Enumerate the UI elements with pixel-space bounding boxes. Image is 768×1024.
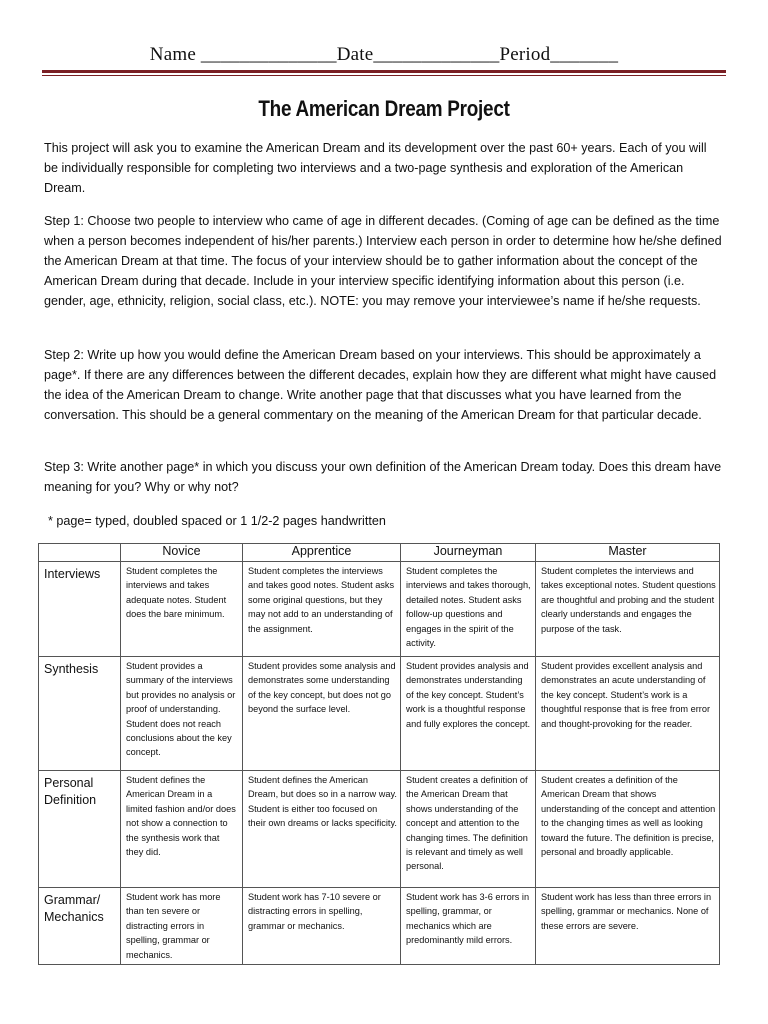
step2-paragraph: Step 2: Write up how you would define the American Dream based on your interviews. This should be approximately a page*. If there are any differences between the different decades, explain how they are different what might have caused the idea of the American Dream to change. Write another page that that discusses what you have learned from the conversation. This should be a general commentary on the meaning of the American Dream for that particular decade. bbox=[44, 348, 717, 422]
cell-synthesis-apprentice: Student provides some analysis and demonstrates some understanding of the key concept, but does not go beyond the surface level. bbox=[243, 657, 401, 771]
cell-grammar-journeyman: Student work has 3-6 errors in spelling, grammar, or mechanics which are predominantly mild errors. bbox=[401, 888, 536, 965]
cell-interviews-apprentice: Student completes the interviews and takes good notes. Student asks some original questions, but they may not add to an understanding of the assignment. bbox=[243, 562, 401, 657]
cell-grammar-novice: Student work has more than ten severe or distracting errors in spelling, grammar or mechanics. bbox=[121, 888, 243, 965]
cell-definition-master: Student creates a definition of the American Dream that shows understanding of the concept and attention to the changing times as well as looking toward the future. The definition is precise, personal and broadly applicable. bbox=[536, 771, 720, 888]
step1-paragraph: Step 1: Choose two people to interview who came of age in different decades. (Coming of age can be defined as the time when a person becomes independent of his/her parents.) Interview each person in order to determine how he/she defined the American Dream at that time. The focus of your interview should be to gather information about the concept of the American Dream during that decade. Include in your interview specific identifying information about this person (i.e. gender, age, ethnicity, religion, social class, etc.). NOTE: you may remove your interviewee’s name if he/she requests. bbox=[44, 214, 722, 308]
rubric-corner-header bbox=[39, 544, 121, 562]
cell-definition-journeyman: Student creates a definition of the American Dream that shows understanding of the concept and attention to the changing times. The definition is relevant and timely as well personal. bbox=[401, 771, 536, 888]
table-row bbox=[39, 657, 720, 771]
row-label-interviews: Interviews bbox=[39, 562, 121, 657]
rubric-table bbox=[38, 543, 720, 965]
cell-synthesis-novice: Student provides a summary of the interviews but provides no analysis or proof of understanding. Student does not reach conclusions about the key concept. bbox=[121, 657, 243, 771]
column-header-journeyman: Journeyman bbox=[401, 544, 536, 562]
table-row bbox=[39, 771, 720, 888]
page-title: The American Dream Project bbox=[258, 96, 510, 121]
intro-paragraph: This project will ask you to examine the American Dream and its development over the past 60+ years. Each of you will be individually responsible for completing two interviews and a two-page synthesis and exploration of the American Dream. bbox=[44, 141, 707, 195]
column-header-master: Master bbox=[536, 544, 720, 562]
header-rule-thick bbox=[42, 70, 726, 73]
page-footnote: * page= typed, doubled spaced or 1 1/2-2 pages handwritten bbox=[48, 514, 386, 528]
step3-paragraph: Step 3: Write another page* in which you discuss your own definition of the American Dream today. Does this dream have meaning for you? Why or why not? bbox=[44, 460, 722, 494]
cell-interviews-journeyman: Student completes the interviews and takes thorough, detailed notes. Student asks follow-up questions and engages in the spirit of the activity. bbox=[401, 562, 536, 657]
column-header-novice: Novice bbox=[121, 544, 243, 562]
row-label-grammar-mechanics: Grammar/ Mechanics bbox=[39, 888, 121, 965]
cell-synthesis-journeyman: Student provides analysis and demonstrates understanding of the key concept. Student’s work is a thoughtful response and fully explores the concept. bbox=[401, 657, 536, 771]
cell-grammar-apprentice: Student work has 7-10 severe or distracting errors in spelling, grammar or mechanics. bbox=[243, 888, 401, 965]
column-header-apprentice: Apprentice bbox=[243, 544, 401, 562]
header-rule-thin bbox=[42, 75, 726, 76]
row-label-synthesis: Synthesis bbox=[39, 657, 121, 771]
table-row bbox=[39, 888, 720, 965]
cell-synthesis-master: Student provides excellent analysis and demonstrates an acute understanding of the key concept. Student’s work is a thoughtful response that is free from error and thought-provoking for the reader. bbox=[536, 657, 720, 771]
cell-interviews-master: Student completes the interviews and takes exceptional notes. Student questions are thoughtful and probing and the student clearly understands and engages the purpose of the task. bbox=[536, 562, 720, 657]
cell-definition-apprentice: Student defines the American Dream, but does so in a narrow way. Student is either too focused on their own dreams or lacks specificity. bbox=[243, 771, 401, 888]
row-label-personal-definition: Personal Definition bbox=[39, 771, 121, 888]
cell-grammar-master: Student work has less than three errors in spelling, grammar or mechanics. None of these errors are severe. bbox=[536, 888, 720, 965]
rubric-header-row bbox=[39, 544, 720, 562]
cell-interviews-novice: Student completes the interviews and takes adequate notes. Student does the bare minimum. bbox=[121, 562, 243, 657]
cell-definition-novice: Student defines the American Dream in a limited fashion and/or does not show a connection to the synthesis work that they did. bbox=[121, 771, 243, 888]
table-row bbox=[39, 562, 720, 657]
header-fields: Name ______________Date_____________Period_______ bbox=[149, 44, 619, 65]
